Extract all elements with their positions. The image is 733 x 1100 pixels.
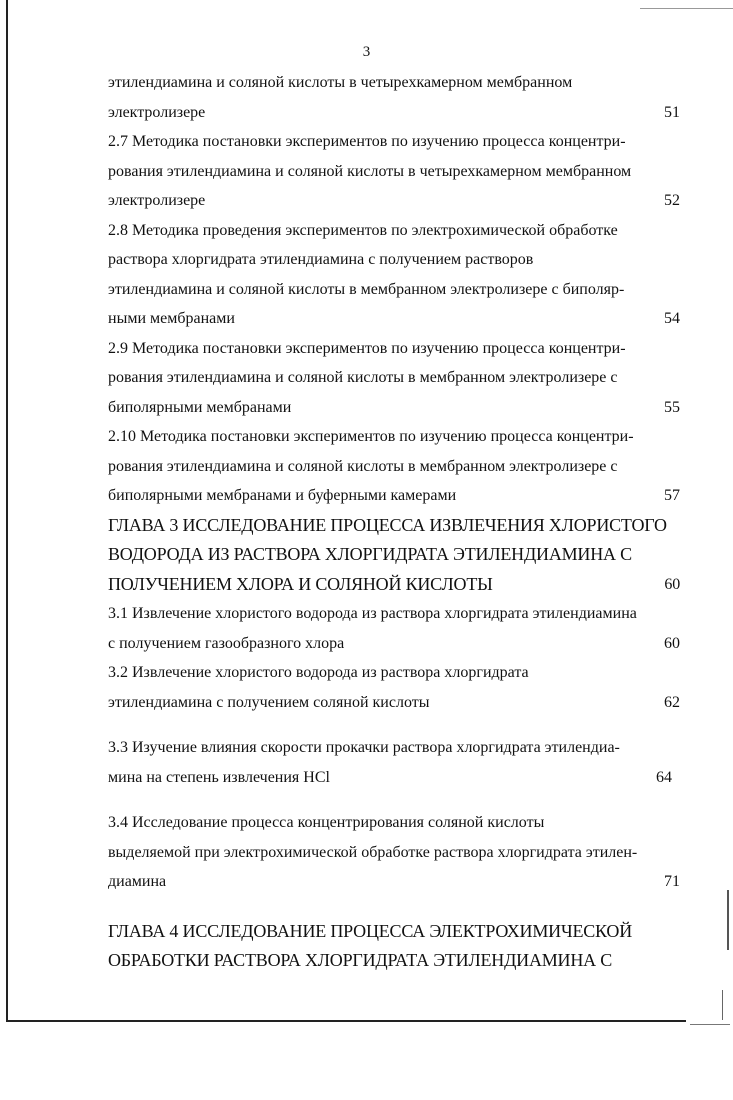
table-of-contents — [108, 68, 680, 976]
toc-line: 2.7 Методика постановки экспериментов по изучению процесса концентри- — [108, 133, 626, 150]
toc-entry-continuation — [108, 68, 680, 127]
toc-line: раствора хлоргидрата этилендиамина с получением растворов — [108, 251, 534, 268]
toc-page-number: 62 — [664, 693, 680, 711]
toc-page-number: 52 — [664, 192, 680, 209]
toc-line: рования этилендиамина и соляной кислоты в мембранном электролизере с — [108, 457, 618, 475]
toc-line: 3.2 Извлечение хлористого водорода из раствора хлоргидрата — [108, 664, 529, 681]
toc-line: с получением газообразного хлора 60 — [108, 629, 680, 659]
toc-entry-2-10 — [108, 422, 680, 511]
toc-line: электролизере 51 — [108, 98, 680, 128]
toc-line: этилендиамина с получением соляной кислоты 62 — [108, 688, 680, 718]
toc-chapter-4 — [108, 917, 680, 976]
chapter-heading-line: ВОДОРОДА ИЗ РАСТВОРА ХЛОРГИДРАТА ЭТИЛЕНДИАМИНА С — [108, 544, 632, 564]
toc-line: мина на степень извлечения HCl 64 — [108, 763, 680, 793]
toc-entry-2-9 — [108, 334, 680, 423]
chapter-heading-line: ОБРАБОТКИ РАСТВОРА ХЛОРГИДРАТА ЭТИЛЕНДИАМИНА С — [108, 950, 613, 970]
toc-page-number: 57 — [664, 487, 680, 504]
chapter-heading-line: ГЛАВА 3 ИССЛЕДОВАНИЕ ПРОЦЕССА ИЗВЛЕЧЕНИЯ ХЛОРИСТОГО — [108, 514, 667, 535]
page-number: 3 — [362, 44, 371, 60]
chapter-heading-line: ПОЛУЧЕНИЕМ ХЛОРА И СОЛЯНОЙ КИСЛОТЫ 60 — [108, 570, 680, 600]
toc-line: 3.1 Извлечение хлористого водорода из раствора хлоргидрата этилендиамина — [108, 605, 637, 622]
toc-line: рования этилендиамина и соляной кислоты в четырехкамерном мембранном — [108, 162, 632, 180]
toc-page-number: 55 — [664, 398, 680, 416]
toc-line: рования этилендиамина и соляной кислоты в мембранном электролизере с — [108, 369, 618, 386]
toc-page-number: 71 — [664, 873, 680, 890]
scan-border-left — [6, 0, 8, 1022]
toc-line: биполярными мембранами 55 — [108, 393, 680, 423]
toc-entry-3-2 — [108, 658, 680, 717]
toc-line: биполярными мембранами и буферными камерами 57 — [108, 481, 680, 511]
toc-entry-3-4 — [108, 808, 680, 897]
scan-border-right — [727, 890, 729, 950]
toc-line: 2.10 Методика постановки экспериментов по изучению процесса концентри- — [108, 428, 634, 445]
toc-entry-2-7 — [108, 127, 680, 216]
toc-line: 3.3 Изучение влияния скорости прокачки раствора хлоргидрата этилендиа- — [108, 739, 620, 756]
scan-border-right-lower — [722, 990, 723, 1020]
toc-entry-3-3 — [108, 733, 680, 792]
toc-line: 2.9 Методика постановки экспериментов по изучению процесса концентри- — [108, 339, 626, 357]
toc-line: 2.8 Методика проведения экспериментов по электрохимической обработке — [108, 221, 618, 239]
toc-page-number: 60 — [664, 575, 680, 593]
toc-page-number: 51 — [664, 103, 680, 121]
toc-entry-2-8 — [108, 216, 680, 334]
toc-line: 3.4 Исследование процесса концентрирования соляной кислоты — [108, 814, 545, 831]
toc-line: выделяемой при электрохимической обработке раствора хлоргидрата этилен- — [108, 843, 638, 861]
toc-line: этилендиамина и соляной кислоты в четырехкамерном мембранном — [108, 74, 573, 91]
toc-entry-3-1 — [108, 599, 680, 658]
chapter-heading-line: ГЛАВА 4 ИССЛЕДОВАНИЕ ПРОЦЕССА ЭЛЕКТРОХИМИЧЕСКОЙ — [108, 920, 633, 941]
toc-line: этилендиамина и соляной кислоты в мембранном электролизере с биполяр- — [108, 280, 625, 298]
scan-border-bottom — [6, 1020, 686, 1022]
toc-line: электролизере 52 — [108, 186, 680, 216]
toc-page-number: 54 — [664, 310, 680, 327]
toc-page-number: 60 — [664, 634, 680, 652]
scan-border-bottom-right — [690, 1024, 730, 1025]
toc-chapter-3 — [108, 511, 680, 600]
scan-border-top — [640, 8, 733, 9]
toc-line: ными мембранами 54 — [108, 304, 680, 334]
toc-page-number: 64 — [656, 768, 672, 786]
toc-line: диамина 71 — [108, 867, 680, 897]
